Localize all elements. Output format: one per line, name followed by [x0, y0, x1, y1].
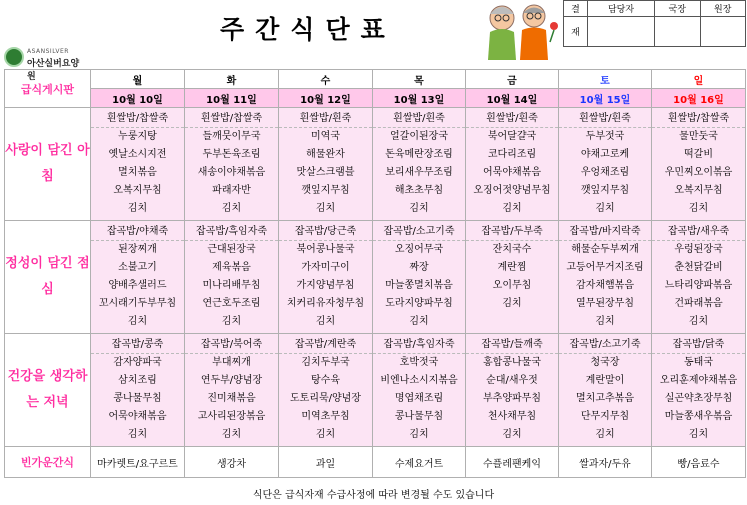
menu-item: 멸치볶음	[118, 167, 157, 178]
menu-item: 북어달걀국	[487, 131, 537, 142]
menu-item: 고등어무거지조림	[566, 262, 644, 273]
menu-item: 누룽지탕	[118, 131, 157, 142]
menu-item: 흰쌀밥/찹쌀죽	[652, 110, 745, 128]
menu-item: 잡곡밥/닭죽	[652, 336, 745, 354]
meal-cell	[279, 221, 373, 334]
menu-item: 김치	[595, 316, 615, 327]
menu-item: 홍합콩나물국	[483, 357, 541, 368]
logo	[4, 46, 86, 82]
menu-item: 물만둣국	[679, 131, 718, 142]
menu-item: 깻잎지무침	[580, 185, 630, 196]
menu-item: 잡곡밥/소고기죽	[373, 223, 465, 241]
approval-sign-box	[588, 17, 655, 47]
menu-item: 김치	[127, 316, 148, 327]
meal-cell	[652, 108, 746, 221]
meal-cell	[559, 334, 652, 447]
menu-item: 연두부/양념장	[200, 375, 263, 386]
menu-item: 우민찌오이볶음	[664, 167, 733, 178]
day-name: 월	[91, 70, 185, 89]
meal-cell	[466, 108, 559, 221]
menu-item: 계란찜	[497, 262, 527, 273]
menu-item: 춘천닭갈비	[674, 262, 723, 273]
menu-item: 김치	[409, 429, 429, 440]
menu-item: 양배추샐러드	[108, 280, 167, 291]
page-title: 주간식단표	[220, 15, 396, 44]
menu-item: 해초초무침	[394, 185, 444, 196]
menu-item: 잡곡밥/두부죽	[466, 223, 558, 241]
menu-item	[466, 313, 558, 331]
menu-item: 김치	[409, 316, 429, 327]
meal-label: 정성이 담긴 점심	[5, 221, 91, 334]
day-name: 일	[652, 70, 746, 89]
menu-item: 진미채볶음	[207, 393, 256, 404]
meal-cell	[652, 334, 746, 447]
menu-item: 근대된장국	[207, 244, 256, 255]
menu-item: 김치	[221, 316, 242, 327]
menu-item: 김치	[502, 203, 522, 214]
menu-item: 떡갈비	[684, 149, 713, 160]
menu-item: 단무지무침	[580, 411, 630, 422]
approval-label-1: 결	[564, 1, 588, 17]
meal-cell	[466, 221, 559, 334]
menu-item: 들깨뭇이무국	[202, 131, 261, 142]
menu-item: 미나리배무침	[202, 280, 261, 291]
menu-item: 보리새우무조림	[385, 167, 453, 178]
menu-item: 오징어젓양념무침	[473, 185, 551, 196]
menu-item: 맛살스크램블	[296, 167, 355, 178]
menu-item: 김치	[502, 429, 522, 440]
menu-item: 파래자반	[212, 185, 251, 196]
meal-cell	[559, 108, 652, 221]
menu-item: 오복지무침	[674, 185, 723, 196]
day-name: 목	[373, 70, 466, 89]
menu-item: 코다리조림	[487, 149, 537, 160]
menu-item: 탕수육	[311, 375, 340, 386]
menu-item: 우렁된장국	[674, 244, 723, 255]
menu-item: 해물순두부찌개	[571, 244, 639, 255]
menu-item: 잡곡밥/새우죽	[652, 223, 745, 241]
snack-item: 수플레팬케익	[466, 447, 559, 478]
approval-sign-box	[655, 17, 700, 47]
menu-item: 김치	[409, 203, 429, 214]
snack-item: 수제요거트	[373, 447, 466, 478]
day-date: 10월 12일	[279, 89, 373, 108]
menu-item: 흰쌀밥/찹쌀죽	[185, 110, 278, 128]
menu-item: 감자채햄볶음	[576, 280, 634, 291]
menu-item: 김치	[221, 429, 242, 440]
day-date: 10월 15일	[559, 89, 652, 108]
logo-name: 아산실버요양원	[27, 59, 80, 82]
menu-item: 흰쌀밥/흰죽	[279, 110, 372, 128]
menu-item: 잡곡밥/계란죽	[279, 336, 372, 354]
menu-item: 미역초무침	[301, 411, 350, 422]
menu-item: 깻잎지무침	[301, 185, 350, 196]
menu-item: 마늘쫑멸치볶음	[385, 280, 453, 291]
menu-item: 잡곡밥/야채죽	[91, 223, 184, 241]
menu-item: 감자양파국	[113, 357, 162, 368]
snack-item: 쌀과자/두유	[559, 447, 652, 478]
menu-item: 잡곡밥/당근죽	[279, 223, 372, 241]
day-name: 수	[279, 70, 373, 89]
menu-item: 김치	[688, 429, 709, 440]
snack-item: 빵/음료수	[652, 447, 746, 478]
menu-item: 도라지양파무침	[385, 298, 453, 309]
day-date: 10월 10일	[91, 89, 185, 108]
menu-item: 잡곡밥/흑임자죽	[373, 336, 465, 354]
menu-item: 비엔나소시지볶음	[380, 375, 458, 386]
approval-role: 원장	[700, 1, 746, 17]
snack-item: 생강차	[185, 447, 279, 478]
menu-item: 잔치국수	[492, 244, 532, 255]
meal-cell	[185, 334, 279, 447]
approval-sign-box	[700, 17, 746, 47]
menu-item: 순대/새우젓	[486, 375, 538, 386]
meal-cell	[373, 334, 466, 447]
menu-item: 연근호두조림	[202, 298, 261, 309]
menu-item: 김치	[127, 429, 148, 440]
meal-cell	[185, 221, 279, 334]
meal-cell	[373, 221, 466, 334]
approval-role: 담당자	[588, 1, 655, 17]
menu-item: 김치	[315, 203, 336, 214]
menu-item: 된장찌개	[118, 244, 157, 255]
menu-item: 김치	[688, 203, 709, 214]
day-name: 토	[559, 70, 652, 89]
menu-item: 청국장	[590, 357, 620, 368]
meal-cell	[652, 221, 746, 334]
menu-item: 미역국	[311, 131, 340, 142]
menu-item: 두부젓국	[585, 131, 625, 142]
day-date: 10월 11일	[185, 89, 279, 108]
menu-item: 동태국	[684, 357, 713, 368]
snack-label: 빈가운간식	[5, 447, 91, 478]
menu-item: 실곤약초장무침	[664, 393, 733, 404]
menu-item: 호박젓국	[399, 357, 439, 368]
menu-item: 천사채무침	[487, 411, 537, 422]
menu-item: 오이무침	[492, 280, 532, 291]
meal-cell	[373, 108, 466, 221]
menu-item: 계란말이	[585, 375, 625, 386]
logo-small-text: ASANSILVER	[27, 48, 69, 55]
board-label: 급식게시판	[5, 70, 91, 108]
menu-item: 멸치고추볶음	[576, 393, 634, 404]
snack-item: 마카렛트/요구르트	[91, 447, 185, 478]
menu-item: 흰쌀밥/흰죽	[373, 110, 465, 128]
meal-label: 건강을 생각하는 저녁	[5, 334, 91, 447]
approval-role: 국장	[655, 1, 700, 17]
snack-item: 과일	[279, 447, 373, 478]
menu-item: 김치	[502, 298, 522, 309]
menu-item: 도토리묵/양념장	[290, 393, 361, 404]
menu-item: 김치	[595, 203, 615, 214]
menu-item: 열무된장무침	[576, 298, 634, 309]
day-name: 화	[185, 70, 279, 89]
menu-item: 돈육메란장조림	[385, 149, 453, 160]
menu-item: 두부돈육조림	[202, 149, 261, 160]
menu-item: 김치	[688, 316, 709, 327]
menu-item: 잡곡밥/북어죽	[185, 336, 278, 354]
menu-item: 김치	[315, 429, 336, 440]
menu-item: 건파래볶음	[674, 298, 723, 309]
menu-item: 오징어무국	[394, 244, 444, 255]
menu-item: 오복지무침	[113, 185, 162, 196]
menu-item: 콩나물무침	[394, 411, 444, 422]
menu-item: 가자미구이	[301, 262, 350, 273]
menu-item: 꼬시래기두부무침	[98, 298, 177, 309]
menu-item: 우엉채조림	[580, 167, 630, 178]
menu-item: 삼치조림	[118, 375, 157, 386]
meal-cell	[91, 221, 185, 334]
menu-item: 흰쌀밥/흰죽	[466, 110, 558, 128]
menu-item: 잡곡밥/들깨죽	[466, 336, 558, 354]
menu-item: 가지양념무침	[296, 280, 355, 291]
menu-item: 어묵야채볶음	[483, 167, 541, 178]
menu-item: 고사리된장볶음	[197, 411, 266, 422]
menu-item: 잡곡밥/흑임자죽	[185, 223, 278, 241]
menu-item: 해물완자	[306, 149, 345, 160]
menu-item: 마늘쫑새우볶음	[664, 411, 733, 422]
menu-item: 흰쌀밥/찹쌀죽	[91, 110, 184, 128]
meal-cell	[91, 334, 185, 447]
menu-item: 잡곡밥/바지락죽	[559, 223, 651, 241]
menu-item: 옛날소시지전	[108, 149, 167, 160]
menu-item: 잡곡밥/소고기죽	[559, 336, 651, 354]
meal-cell	[279, 108, 373, 221]
meal-cell	[466, 334, 559, 447]
day-date: 10월 13일	[373, 89, 466, 108]
weekly-menu-table	[4, 69, 746, 478]
menu-item: 명엽채조림	[394, 393, 444, 404]
approval-box	[563, 0, 746, 47]
meal-label: 사랑이 담긴 아침	[5, 108, 91, 221]
day-date: 10월 14일	[466, 89, 559, 108]
meal-cell	[91, 108, 185, 221]
menu-item: 잡곡밥/콩죽	[91, 336, 184, 354]
day-name: 금	[466, 70, 559, 89]
menu-item: 콩나물무침	[113, 393, 162, 404]
meal-cell	[185, 108, 279, 221]
menu-item: 제육볶음	[212, 262, 251, 273]
menu-item: 느타리양파볶음	[664, 280, 733, 291]
menu-item: 짜장	[409, 262, 429, 273]
meal-cell	[559, 221, 652, 334]
menu-item: 부추양파무침	[483, 393, 541, 404]
meal-cell	[279, 334, 373, 447]
menu-item: 새송이야채볶음	[197, 167, 266, 178]
approval-label-2: 재	[564, 17, 588, 47]
menu-item: 김치	[221, 203, 242, 214]
menu-item: 김치	[595, 429, 615, 440]
menu-item: 북어콩나물국	[296, 244, 355, 255]
footer-note: 식단은 급식자재 수급사정에 따라 변경될 수도 있습니다	[252, 490, 495, 501]
menu-item: 치커리유자청무침	[286, 298, 365, 309]
menu-item: 얼갈이된장국	[390, 131, 448, 142]
menu-item: 오리훈제야채볶음	[659, 375, 738, 386]
menu-item: 김치	[127, 203, 148, 214]
day-date: 10월 16일	[652, 89, 746, 108]
menu-item: 김치	[315, 316, 336, 327]
menu-item: 소불고기	[118, 262, 157, 273]
menu-item: 부대찌개	[212, 357, 251, 368]
logo-emblem-icon	[4, 47, 24, 67]
elderly-couple-icon	[476, 0, 562, 62]
menu-item: 김치두부국	[301, 357, 350, 368]
menu-item: 어묵야채볶음	[108, 411, 167, 422]
menu-item: 야채고로케	[580, 149, 630, 160]
menu-item: 흰쌀밥/흰죽	[559, 110, 651, 128]
